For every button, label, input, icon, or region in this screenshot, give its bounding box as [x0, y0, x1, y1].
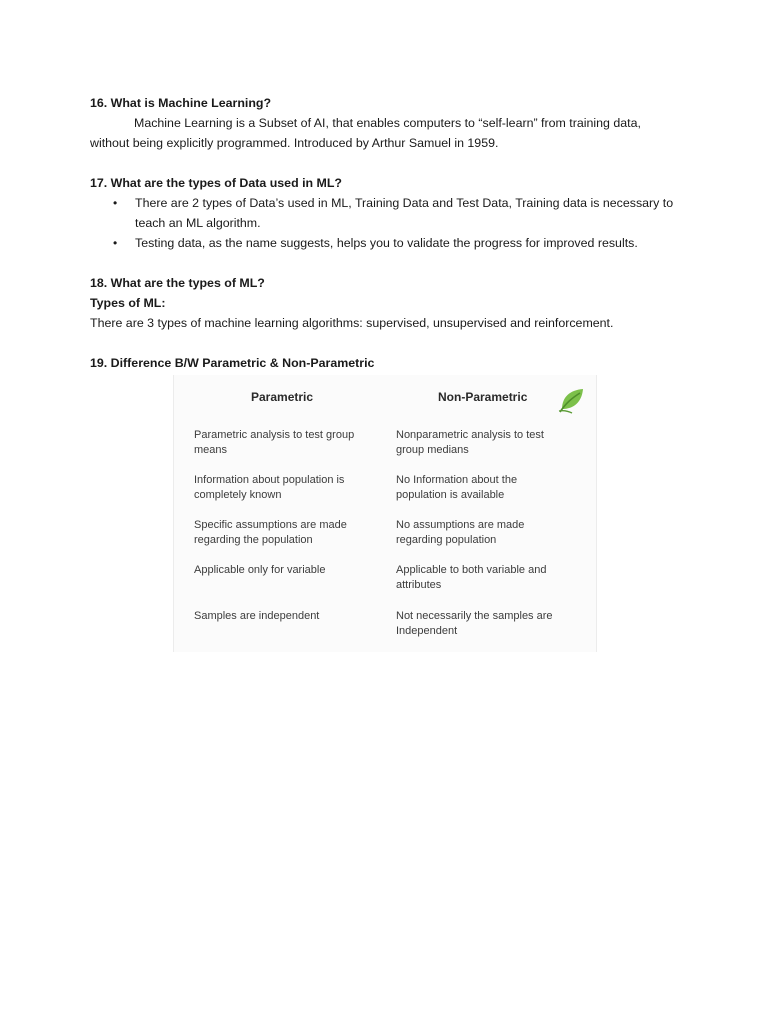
question-18-heading: 18. What are the types of ML? — [90, 276, 265, 290]
non-parametric-cell — [396, 428, 576, 458]
question-16-answer-line-2: without being explicitly programmed. Introduced by Arthur Samuel in 1959. — [90, 136, 499, 150]
cell-line: Nonparametric analysis to test — [396, 429, 544, 441]
cell-line: Applicable only for variable — [194, 564, 326, 576]
question-17-heading: 17. What are the types of Data used in ML? — [90, 176, 342, 190]
cell-line: No Information about the — [396, 474, 518, 486]
paragraph-spacer — [90, 153, 690, 173]
cell-line: No assumptions are made — [396, 519, 525, 531]
bullet-1-line-2: teach an ML algorithm. — [135, 216, 261, 230]
cell-line: completely known — [194, 489, 282, 501]
cell-line: Samples are independent — [194, 610, 320, 622]
cell-line: Independent — [396, 625, 458, 637]
cell-line: population is available — [396, 489, 505, 501]
bullet-2-line-1: Testing data, as the name suggests, helps you to validate the progress for improved results. — [135, 236, 638, 250]
bullet-icon: • — [113, 196, 118, 210]
cell-line: Parametric analysis to test group — [194, 429, 355, 441]
question-19-heading: 19. Difference B/W Parametric & Non-Parametric — [90, 356, 375, 370]
list-item — [90, 233, 690, 253]
cell-line: Not necessarily the samples are — [396, 610, 553, 622]
parametric-cell — [194, 563, 374, 578]
bullet-icon: • — [113, 236, 118, 250]
list-item — [90, 193, 690, 233]
question-16-heading: 16. What is Machine Learning? — [90, 96, 272, 110]
cell-line: Specific assumptions are made — [194, 519, 347, 531]
non-parametric-cell — [396, 473, 576, 503]
non-parametric-header: Non-Parametric — [438, 390, 528, 404]
question-18-answer: There are 3 types of machine learning algorithms: supervised, unsupervised and reinforcement. — [90, 316, 614, 330]
parametric-comparison-figure — [173, 375, 597, 652]
non-parametric-cell — [396, 563, 576, 593]
cell-line: regarding the population — [194, 534, 313, 546]
cell-line: regarding population — [396, 534, 497, 546]
paragraph-spacer — [90, 253, 690, 273]
cell-line: Information about population is — [194, 474, 345, 486]
non-parametric-cell — [396, 518, 576, 548]
data-types-list — [90, 193, 690, 253]
parametric-cell — [194, 609, 374, 624]
document-body — [90, 93, 690, 373]
cell-line: Applicable to both variable and — [396, 564, 547, 576]
bullet-1-line-1: There are 2 types of Data’s used in ML, Training Data and Test Data, Training data is necessary to — [135, 196, 674, 210]
cell-line: attributes — [396, 579, 442, 591]
parametric-cell — [194, 473, 374, 503]
question-16-answer-line-1: Machine Learning is a Subset of AI, that enables computers to “self-learn” from training data, — [134, 116, 641, 130]
parametric-cell — [194, 428, 374, 458]
cell-line: means — [194, 444, 228, 456]
types-of-ml-subheading: Types of ML: — [90, 296, 166, 310]
parametric-header: Parametric — [251, 390, 314, 404]
parametric-cell — [194, 518, 374, 548]
leaf-logo-icon — [556, 385, 586, 415]
cell-line: group medians — [396, 444, 469, 456]
paragraph-spacer — [90, 333, 690, 353]
non-parametric-cell — [396, 609, 576, 639]
